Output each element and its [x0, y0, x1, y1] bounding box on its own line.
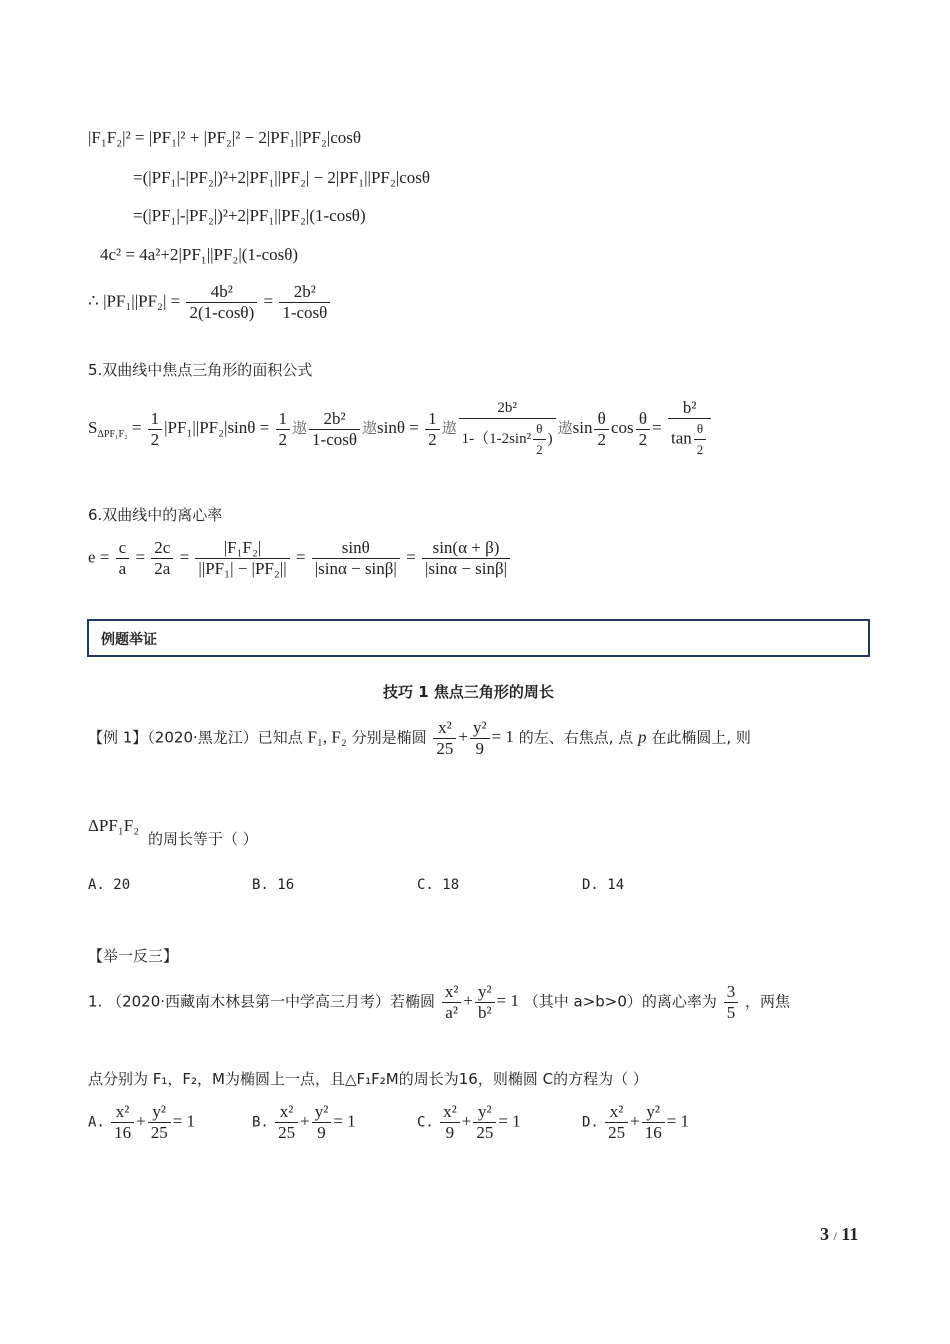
line5-lhs: ∴ |PF₁||PF₂| = [88, 291, 181, 311]
example1-triangle: ΔPF₁F₂ [88, 816, 140, 835]
example-box [87, 619, 870, 657]
section6-title: 6.双曲线中的离心率 [88, 506, 223, 524]
example1-option-a[interactable]: A. 20 [88, 877, 131, 893]
q1-option-c[interactable]: C. $\frac{\text{x²}}{9}$ + $\frac{\text{y²}}{25}$ = 1 [417, 1102, 521, 1142]
example1-option-d[interactable]: D. 14 [582, 877, 625, 893]
page-number: 3 / 11 [820, 1224, 859, 1244]
q1-stem: 1. （2020·西藏南木林县第一中学高三月考）若椭圆 $\frac{\text{x²}}{\text{a²}}$ + $\frac{\text{y²}}{\text{b²}}$ = 1 （其中 a>b>0）的离心率为 $\frac{3}{5}$ ，两焦 [88, 982, 790, 1022]
derivation-line-3: =(|PF₁|-|PF₂|)²+2|PF₁||PF₂|(1-cosθ) [133, 206, 366, 225]
line5-fraction-2: $\frac{\text{2b²}}{1-\cos\theta}$ [279, 282, 330, 323]
half-fraction-3: $\frac{1}{2}$ [425, 409, 440, 450]
derivation-line-4: 4c² = 4a²+2|PF₁||PF₂|(1-cosθ) [100, 245, 299, 264]
derivation-line-2: =(|PF₁|-|PF₂|)²+2|PF₁||PF₂| − 2|PF₁||PF₂|cosθ [133, 168, 431, 187]
example-box-label: 例题举证 [101, 632, 157, 648]
section5-title: 5.双曲线中焦点三角形的面积公式 [88, 361, 313, 379]
example1-question: 的周长等于（ ） [148, 830, 258, 848]
half-fraction-2: $\frac{1}{2}$ [276, 409, 291, 450]
skill-title: 技巧 1 焦点三角形的周长 [383, 683, 554, 701]
theta-half-1: $\frac{\theta}{2}$ [594, 409, 609, 450]
q1-option-a[interactable]: A. $\frac{\text{x²}}{16}$ + $\frac{\text{y²}}{25}$ = 1 [88, 1102, 196, 1142]
q1-option-b[interactable]: B. $\frac{\text{x²}}{25}$ + $\frac{\text{y²}}{9}$ = 1 [252, 1102, 356, 1142]
half-fraction-1: $\frac{1}{2}$ [148, 409, 163, 450]
example1-stem: 【例 1】（2020·黑龙江）已知点 F₁, F₂ 分别是椭圆 $\frac{\text{x²}}{25}$ + $\frac{\text{y²}}{9}$ = 1 的左、右焦点, 点 p 在此椭圆上, 则 [88, 718, 751, 758]
derivation-line-1: |F₁F₂|² = |PF₁|² + |PF₂|² − 2|PF₁||PF₂|cosθ [88, 128, 361, 147]
q1-line2: 点分别为 F₁，F₂，M为椭圆上一点，且△F₁F₂M的周长为16，则椭圆 C的方程为（ ） [88, 1070, 648, 1088]
area-fraction-2b2: $\frac{\text{2b²}}{1-\cos\theta}$ [309, 409, 360, 450]
area-fraction-tan: b² tan $\frac{\theta}{2}$ [668, 398, 711, 460]
example1-option-b[interactable]: B. 16 [252, 877, 295, 893]
line5-fraction-1: $\frac{\text{4b²}}{2(1-\cos\theta)}$ [186, 282, 257, 323]
practice-heading: 【举一反三】 [88, 947, 179, 965]
eccentricity-formula: e = $\frac{c}{a}$ = $\frac{2c}{2a}$ = $\frac{\text{|F₁F₂|}}{\text{||PF₁| − |PF₂||}}$ = $\frac{\sin\theta}{|\sin\alpha - \sin\beta|}$ = $\frac{\sin(\alpha + \beta)}{|\sin\alpha - \sin\beta|}$ [88, 538, 512, 579]
area-fraction-big: 2b² 1-（1-2sin² $\frac{\theta}{2}$ ) [459, 398, 556, 460]
derivation-line-5: ∴ |PF₁||PF₂| = $\frac{\text{4b²}}{2(1-\cos\theta)}$ = $\frac{\text{2b²}}{1-\cos\theta}$ [88, 282, 332, 323]
area-formula: $S_{\Delta PF_1F_2}$ = $\frac{1}{2}$ |PF₁||PF₂|sinθ = $\frac{1}{2}$ 遨 $\frac{\text{2b²}}{1-\cos\theta}$ 遨sinθ = $\frac{1}{2}$ 遨 2b² 1-（1-2sin² $\frac{\theta}{2}$ ) 遨sin $\frac{\theta}{2}$ cos $\frac{\theta}{2}$ = b² tan $\frac{\theta}{2}$ [88, 398, 713, 460]
theta-half-2: $\frac{\theta}{2}$ [636, 409, 651, 450]
q1-option-d[interactable]: D. $\frac{\text{x²}}{25}$ + $\frac{\text{y²}}{16}$ = 1 [582, 1102, 690, 1142]
example1-option-c[interactable]: C. 18 [417, 877, 460, 893]
